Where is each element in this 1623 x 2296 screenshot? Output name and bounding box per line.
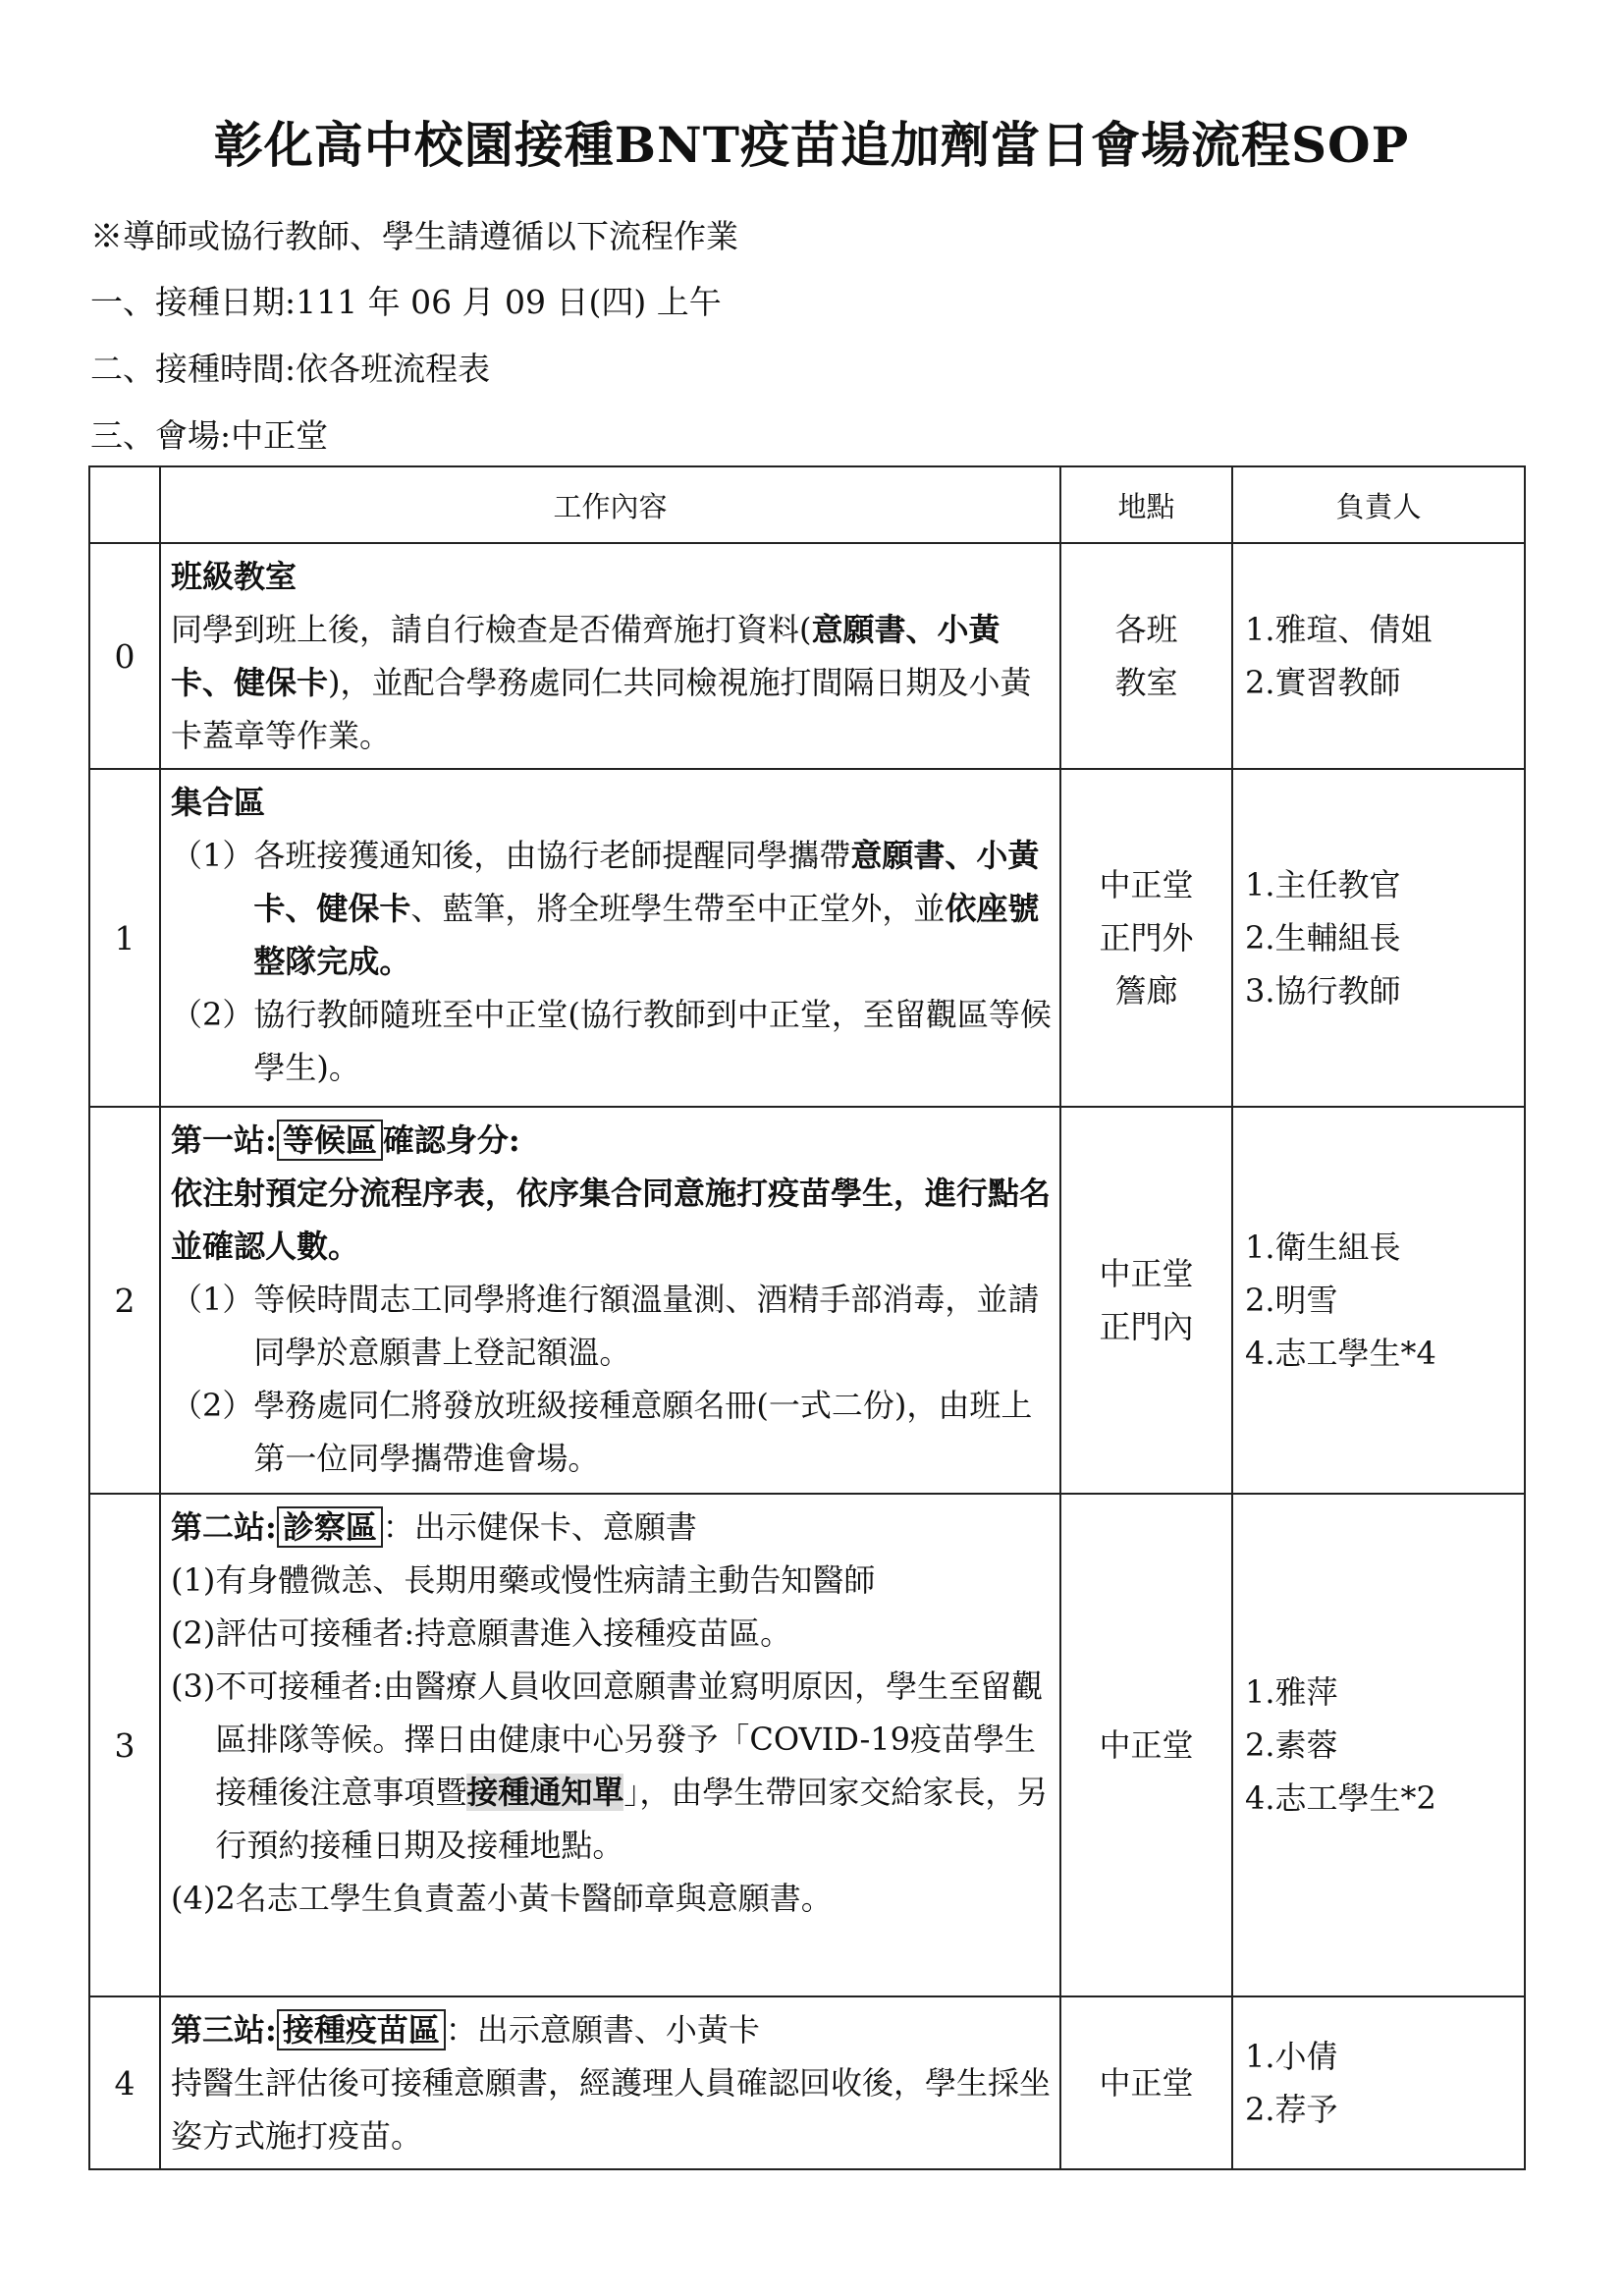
header-location: 地點: [1060, 466, 1232, 543]
list-item: （1） 等候時間志工同學將進行額溫量測、酒精手部消毒，並請同學於意願書上登記額溫。: [171, 1281, 1040, 1371]
header-person: 負責人: [1232, 466, 1525, 543]
list-item: (3) 不可接種者:由醫療人員收回意願書並寫明原因，學生至留觀區排隊等候。擇日由健康中心另發予「COVID-19疫苗學生接種後注意事項暨接種通知單」，由學生帶回家交給家長，另行預約接種日期及接種地點。: [171, 1667, 1049, 1864]
list-item: （1） 各班接獲通知後，由協行老師提醒同學攜帶意願書、小黃卡、健保卡、藍筆，將全班學生帶至中正堂外，並依座號整隊完成。: [171, 837, 1040, 980]
row-text: 持醫生評估後可接種意願書，經護理人員確認回收後，學生採坐姿方式施打疫苗。: [171, 2064, 1052, 2155]
row-number: 4: [89, 1996, 160, 2169]
row-location: 各班 教室: [1060, 543, 1232, 769]
row-person: 1.雅萍 2.素蓉 4.志工學生*2: [1232, 1494, 1525, 1996]
sop-table: [88, 465, 1526, 2170]
row-number: 1: [89, 769, 160, 1107]
header-number: [89, 466, 160, 543]
list-item: (4) 2名志工學生負責蓋小黃卡醫師章與意願書。: [171, 1880, 833, 1917]
table-row: [89, 769, 1525, 1107]
list-item: （2） 協行教師隨班至中正堂(協行教師到中正堂，至留觀區等候學生)。: [171, 996, 1052, 1086]
row-person: 1.小倩 2.荐予: [1232, 1996, 1525, 2169]
row-location: 中正堂 正門外 簷廊: [1060, 769, 1232, 1107]
instruction-note: ※導師或協行教師、學生請遵循以下流程作業: [90, 217, 738, 255]
row-heading: 第三站: 接種疫苗區 ：出示意願書、小黃卡: [171, 2011, 760, 2049]
row-content: [160, 1494, 1060, 1996]
row-person: 1.雅瑄、倩姐 2.實習教師: [1232, 543, 1525, 769]
list-item: (1) 有身體微恙、長期用藥或慢性病請主動告知醫師: [171, 1561, 876, 1599]
table-row: [89, 1494, 1525, 1996]
row-bold-text: 依注射預定分流程序表，依序集合同意施打疫苗學生，進行點名並確認人數。: [171, 1175, 1052, 1265]
row-content: [160, 1107, 1060, 1494]
row-content: [160, 1996, 1060, 2169]
row-heading: 第一站: 等候區 確認身分:: [171, 1121, 520, 1159]
row-heading: 第二站: 診察區 ：出示健保卡、意願書: [171, 1508, 697, 1546]
station-label: 接種疫苗區: [277, 2009, 446, 2050]
header-content: 工作內容: [160, 466, 1060, 543]
row-location: 中正堂 正門內: [1060, 1107, 1232, 1494]
row-person: 1.衛生組長 2.明雪 4.志工學生*4: [1232, 1107, 1525, 1494]
row-location: 中正堂: [1060, 1996, 1232, 2169]
table-row: [89, 1996, 1525, 2169]
vaccination-date: 一、接種日期:111 年 06 月 09 日(四) 上午: [90, 283, 722, 321]
table-header-row: [89, 466, 1525, 543]
table-row: [89, 543, 1525, 769]
row-location: 中正堂: [1060, 1494, 1232, 1996]
station-label: 等候區: [277, 1120, 383, 1161]
row-heading: 集合區: [171, 784, 266, 821]
row-content: [160, 769, 1060, 1107]
page-title: 彰化高中校園接種BNT疫苗追加劑當日會場流程SOP: [213, 116, 1410, 174]
row-heading: 班級教室: [171, 558, 298, 595]
row-text: 同學到班上後，請自行檢查是否備齊施打資料(意願書、小黃卡、健保卡)，並配合學務處同仁共同檢視施打間隔日期及小黃卡蓋章等作業。: [171, 611, 1032, 754]
highlighted-notice: 接種通知單: [466, 1774, 624, 1811]
row-number: 2: [89, 1107, 160, 1494]
row-number: 3: [89, 1494, 160, 1996]
row-content: [160, 543, 1060, 769]
list-item: (2) 評估可接種者:持意願書進入接種疫苗區。: [171, 1614, 792, 1652]
row-person: 1.主任教官 2.生輔組長 3.協行教師: [1232, 769, 1525, 1107]
venue: 三、會場:中正堂: [90, 416, 329, 455]
vaccination-time: 二、接種時間:依各班流程表: [90, 350, 491, 388]
station-label: 診察區: [277, 1506, 383, 1548]
row-number: 0: [89, 543, 160, 769]
list-item: （2） 學務處同仁將發放班級接種意願名冊(一式二份)，由班上第一位同學攜帶進會場。: [171, 1387, 1033, 1477]
table-row: [89, 1107, 1525, 1494]
